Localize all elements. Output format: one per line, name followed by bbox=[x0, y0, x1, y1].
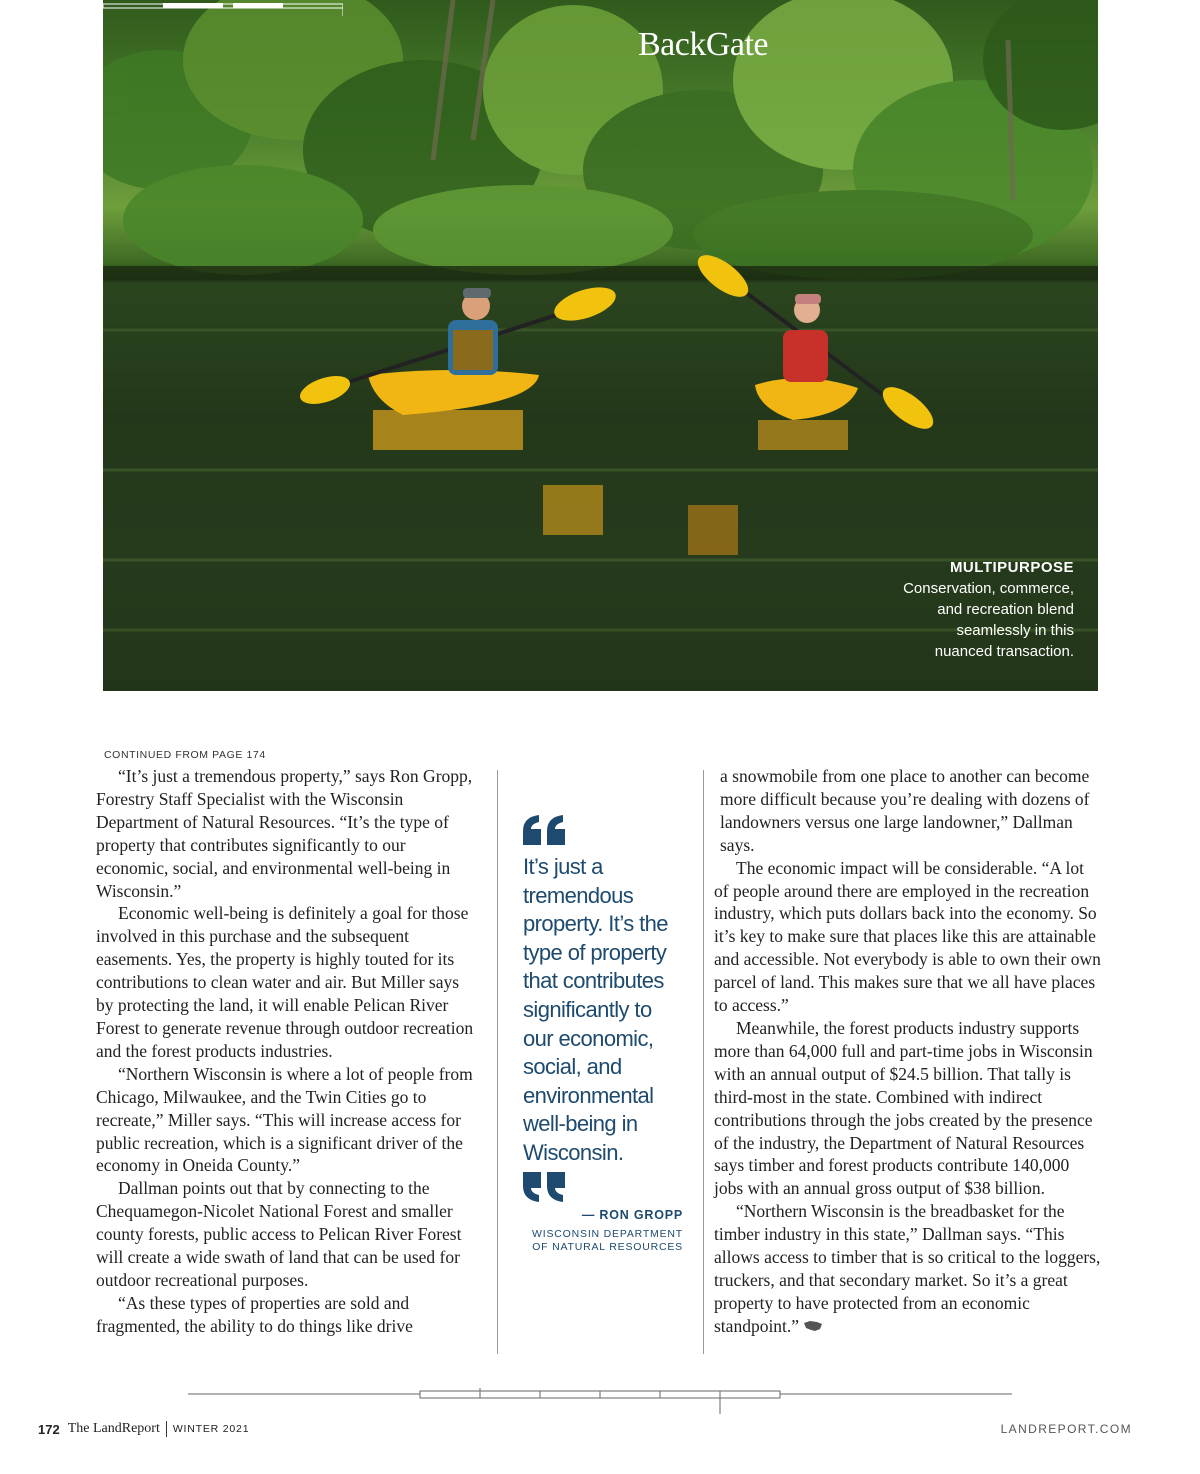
page-number: 172 bbox=[38, 1421, 60, 1437]
website-link[interactable]: LANDREPORT.COM bbox=[1000, 1422, 1132, 1436]
issue-label: WINTER 2021 bbox=[172, 1423, 250, 1435]
pull-quote-organization bbox=[523, 1228, 683, 1254]
magazine-name: The LandReport bbox=[67, 1421, 160, 1436]
caption-head: MULTIPURPOSE bbox=[949, 559, 1074, 576]
hero-photo bbox=[103, 0, 1098, 691]
caption-line: Conservation, commerce, bbox=[903, 580, 1074, 597]
pull-quote bbox=[523, 815, 683, 1254]
article-column-left bbox=[96, 765, 480, 1338]
caption-line: nuanced transaction. bbox=[934, 643, 1074, 660]
org-line: OF NATURAL RESOURCES bbox=[532, 1240, 683, 1253]
caption-line: seamlessly in this bbox=[956, 622, 1074, 639]
column-divider bbox=[497, 770, 498, 1354]
caption-line: and recreation blend bbox=[937, 601, 1074, 618]
section-rule bbox=[103, 0, 343, 18]
paragraph-text: “Northern Wisconsin is the breadbasket for the timber industry in this state,” Dallman says. “This allows access to timber that is so critical to the loggers, truckers, and that secondary market. So it’s a great property to have protected from an economic standpoint.” bbox=[714, 1201, 1101, 1336]
paragraph: The economic impact will be considerable. “A lot of people around there are employed in the recreation industry, which puts dollars back into the economy. So it’s key to make sure that places like this are attainable and accessible. Not everybody is able to own their own parcel of land. This makes sure that we all have places to access.” bbox=[714, 857, 1101, 1016]
folio-separator bbox=[166, 1421, 167, 1437]
pull-quote-text: It’s just a tremendous property. It’s the type of property that contributes significantly to our economic, social, and environmental well-being in Wisconsin. bbox=[523, 854, 668, 1165]
footer-rule bbox=[188, 1386, 1012, 1416]
continued-from-label: CONTINUED FROM PAGE 174 bbox=[104, 749, 266, 761]
paragraph: “It’s just a tremendous property,” says Ron Gropp, Forestry Staff Specialist with the Wisconsin Department of Natural Resources. “It’s the type of property that contributes significantly to our economic, social, and environmental well-being in Wisconsin.” bbox=[96, 766, 473, 901]
page-folio bbox=[38, 1421, 249, 1437]
close-quote-icon bbox=[523, 1172, 567, 1202]
photo-caption bbox=[834, 557, 1074, 662]
open-quote-icon bbox=[523, 815, 567, 845]
pull-quote-attribution: — RON GROPP bbox=[581, 1207, 683, 1222]
column-divider bbox=[703, 770, 704, 1354]
article-column-right bbox=[714, 765, 1102, 1338]
paragraph: Dallman points out that by connecting to the Chequamegon-Nicolet National Forest and smaller county forests, public access to Pelican River Forest will create a wide swath of land that can be used for outdoor recreational purposes. bbox=[96, 1178, 462, 1290]
paragraph: Economic well-being is definitely a goal for those involved in this purchase and the subsequent easements. Yes, the property is highly touted for its contributions to clean water and air. But Miller says by protecting the land, it will enable Pelican River Forest to generate revenue through outdoor recreation and the forest products industries. bbox=[96, 903, 474, 1061]
org-line: WISCONSIN DEPARTMENT bbox=[532, 1227, 683, 1240]
section-tag: BackGate bbox=[637, 26, 769, 63]
paragraph bbox=[714, 1200, 1102, 1337]
paragraph: a snowmobile from one place to another can become more difficult because you’re dealing with dozens of landowners versus one large landowner,” Dallman says. bbox=[720, 766, 1090, 855]
end-mark-icon bbox=[803, 1320, 823, 1332]
paragraph: “As these types of properties are sold and fragmented, the ability to do things like drive bbox=[96, 1292, 413, 1336]
paragraph: Meanwhile, the forest products industry supports more than 64,000 full and part-time jobs in Wisconsin with an annual output of $24.5 billion. That tally is third-most in the state. Combined with indirect contributions through the jobs created by the presence of the industry, the Department of Natural Resources says timber and forest products contribute 140,000 jobs with an annual gross output of $38 billion. bbox=[714, 1017, 1093, 1199]
paragraph: “Northern Wisconsin is where a lot of people from Chicago, Milwaukee, and the Twin Cities go to recreate,” Miller says. “This will increase access for public recreation, which is a significant driver of the economy in Oneida County.” bbox=[96, 1063, 473, 1176]
